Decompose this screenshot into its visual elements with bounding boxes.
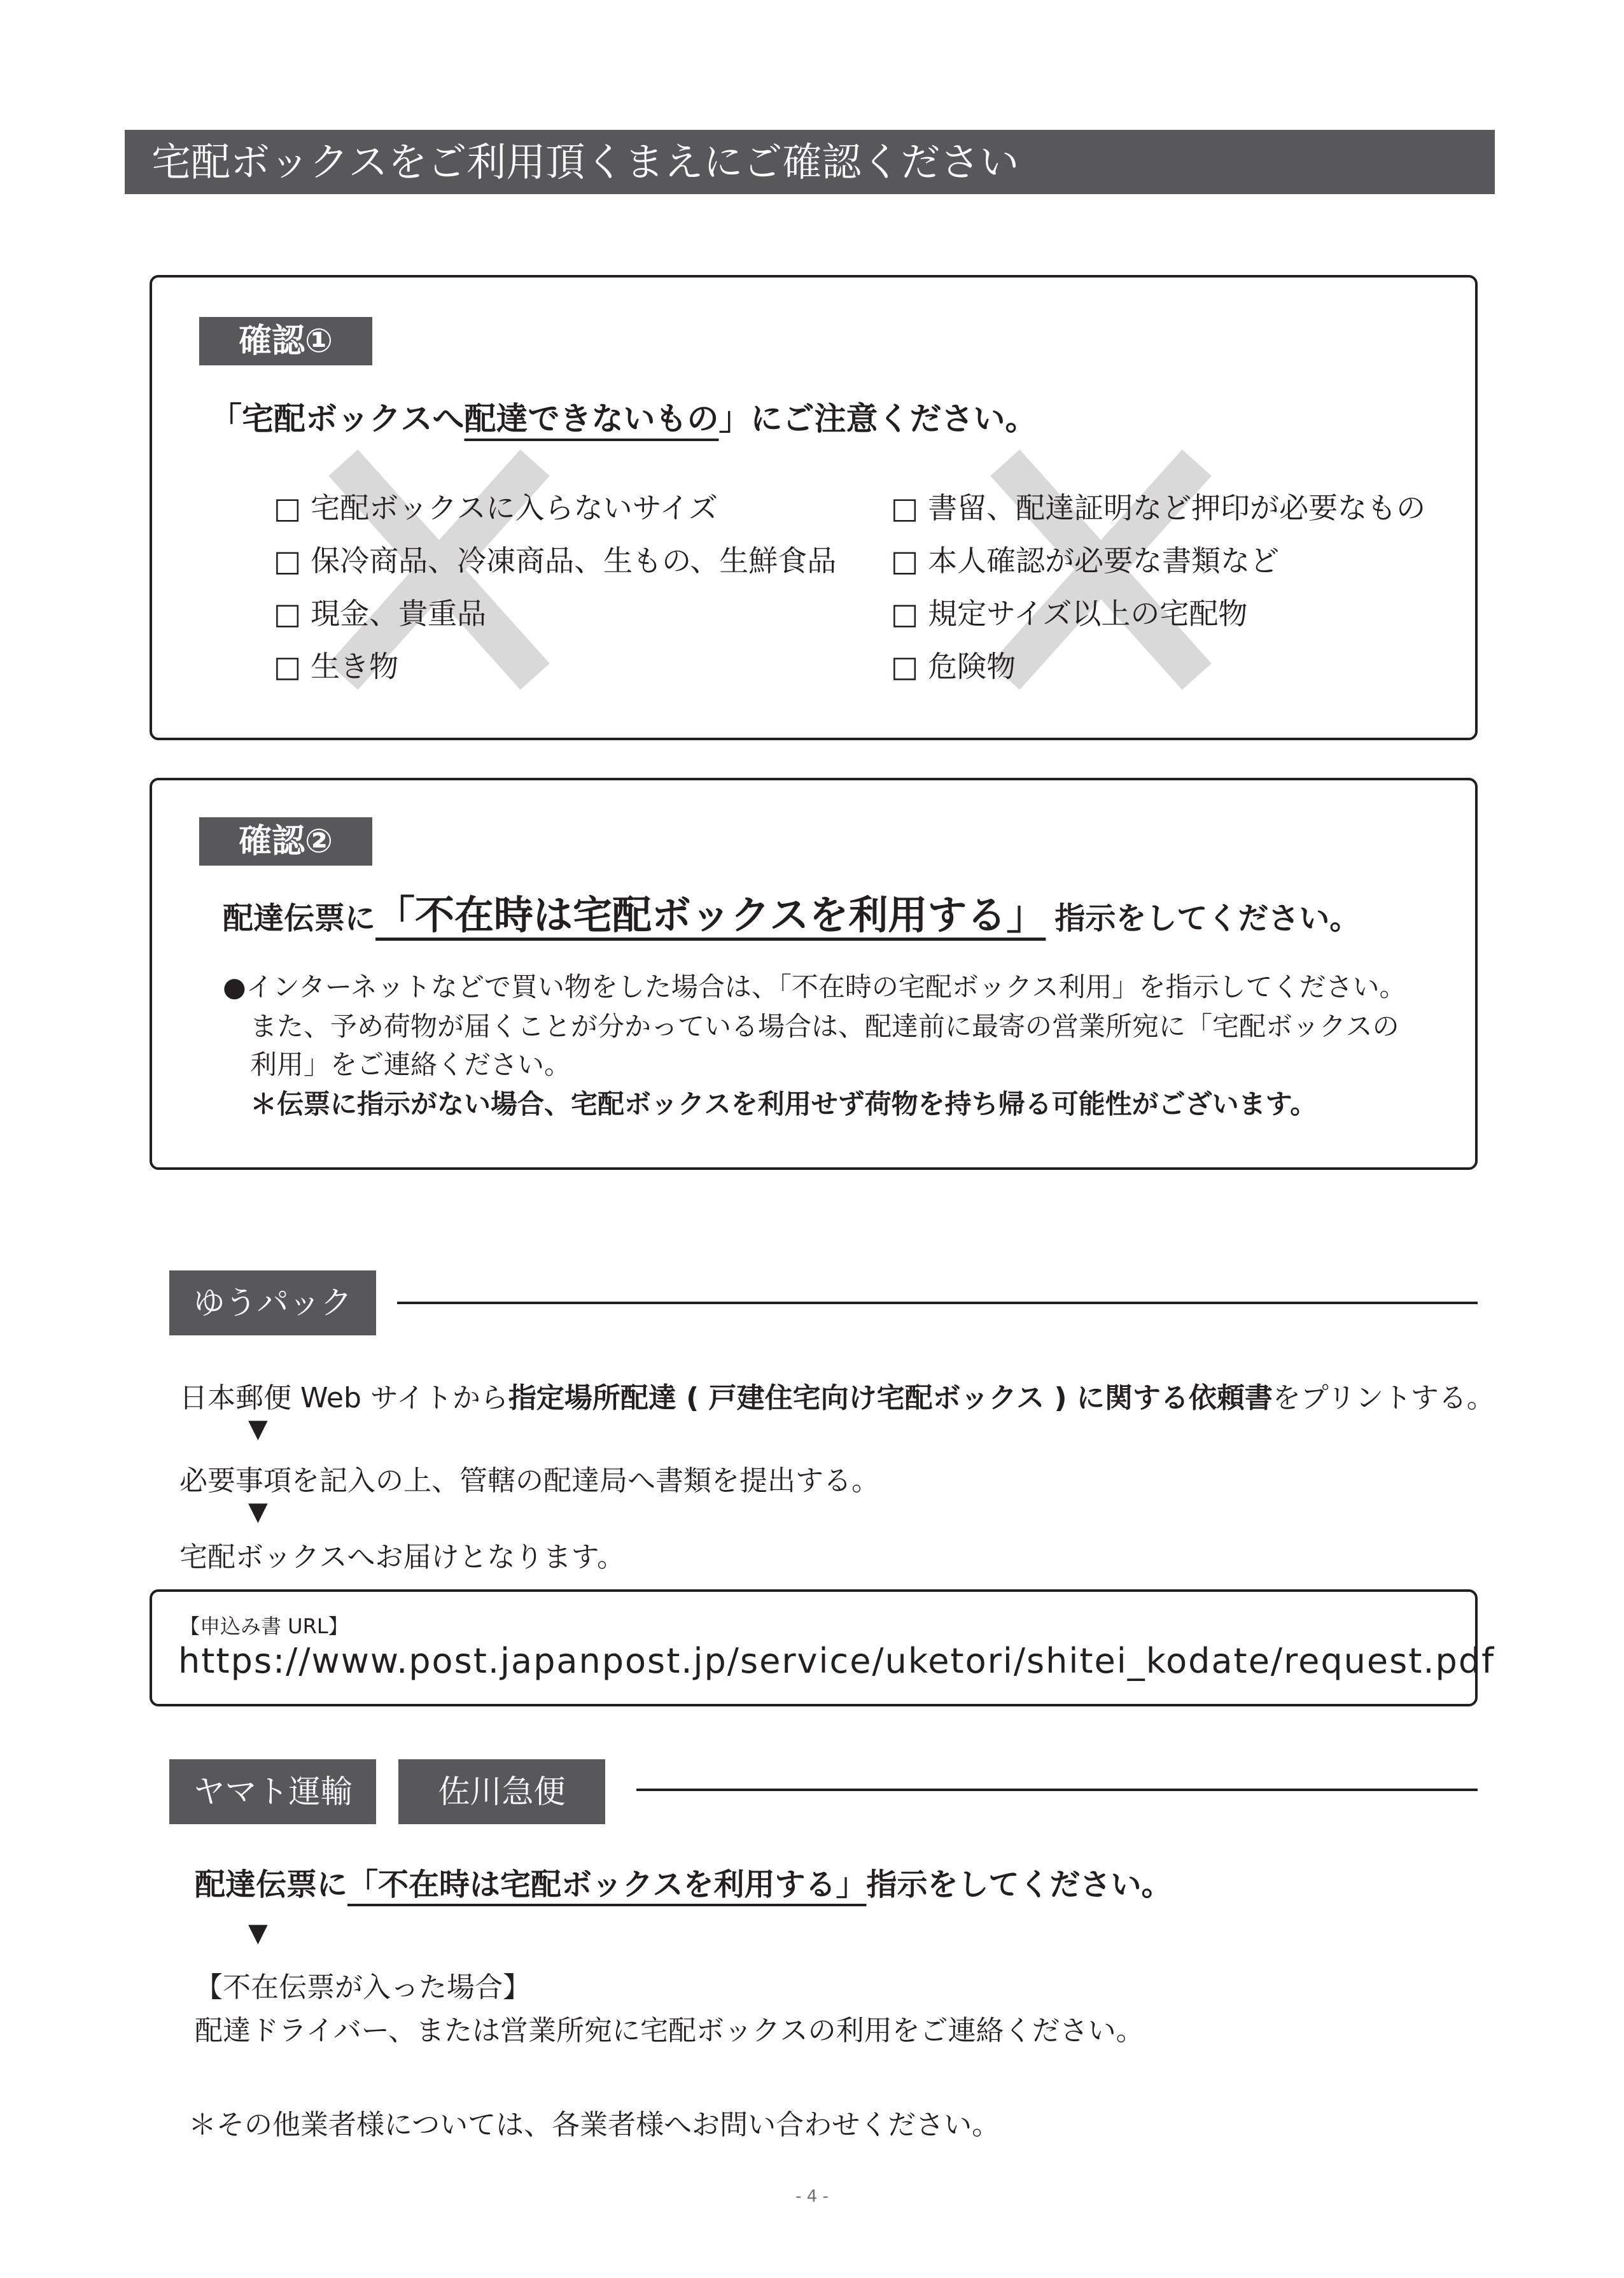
- check2-tag: 確認②: [199, 817, 372, 866]
- check1-left-list: [274, 485, 836, 696]
- down-arrow-icon: ▼: [248, 1497, 268, 1526]
- check1-right-list: [891, 485, 1425, 696]
- request-pdf-link[interactable]: https://www.post.japanpost.jp/service/uketori/shitei_kodate/request.pdf: [178, 1641, 1495, 1681]
- check1-heading: [210, 393, 1037, 439]
- yupack-tag: ゆうパック: [169, 1270, 376, 1335]
- carriers-heading-pre: 配達伝票に: [195, 1867, 348, 1902]
- list-item: □ 保冷商品、冷凍商品、生もの、生鮮食品: [274, 544, 837, 578]
- list-item: □ 現金、貴重品: [274, 596, 487, 631]
- yupack-step1-post: をプリントする。: [1272, 1382, 1495, 1414]
- url-label: 【申込み書 URL】: [179, 1614, 349, 1638]
- carriers-sub-body: 配達ドライバー、または営業所宛に宅配ボックスの利用をご連絡ください。: [195, 2014, 1144, 2047]
- check1-tag: 確認①: [199, 317, 372, 365]
- list-item: □ 生き物: [274, 649, 399, 684]
- check1-heading-underlined: 配達できないもの: [464, 400, 719, 437]
- list-item: □ 危険物: [891, 649, 1016, 684]
- yupack-step1-bold: 指定場所配達 ( 戸建住宅向け宅配ボックス ) に関する依頼書: [508, 1382, 1273, 1414]
- list-item: □ 本人確認が必要な書類など: [891, 544, 1280, 578]
- yupack-step2: 必要事項を記入の上、管轄の配達局へ書類を提出する。: [179, 1465, 879, 1497]
- yamato-tag: ヤマト運輸: [169, 1759, 376, 1824]
- sagawa-tag: 佐川急便: [398, 1759, 605, 1824]
- carriers-heading-underlined: 「不在時は宅配ボックスを利用する」: [347, 1867, 867, 1902]
- check2-heading-big: 「不在時は宅配ボックスを利用する」: [375, 892, 1046, 938]
- list-item: □ 規定サイズ以上の宅配物: [891, 596, 1248, 631]
- carriers-rule: [636, 1789, 1478, 1791]
- carriers-sub-heading: 【不在伝票が入った場合】: [195, 1971, 531, 2004]
- yupack-step1: [179, 1375, 1495, 1416]
- check2-heading-post: 指示をしてください。: [1054, 901, 1361, 936]
- other-carriers-note: ＊その他業者様については、各業者様へお問い合わせください。: [188, 2109, 1000, 2141]
- list-item: □ 書留、配達証明など押印が必要なもの: [891, 491, 1426, 525]
- check2-heading: [223, 883, 1360, 940]
- carriers-heading: [195, 1860, 1172, 1904]
- carriers-heading-post: 指示をしてください。: [866, 1867, 1172, 1902]
- yupack-step3: 宅配ボックスへお届けとなります。: [179, 1541, 626, 1573]
- check2-heading-pre: 配達伝票に: [223, 901, 376, 936]
- check1-heading-post: 」にご注意ください。: [718, 400, 1037, 437]
- check1-heading-pre: 「宅配ボックスへ: [210, 400, 465, 437]
- yupack-rule: [397, 1302, 1478, 1304]
- check2-body-line1: ●インターネットなどで買い物をした場合は、「不在時の宅配ボックス利用」を指示してください。: [223, 971, 1406, 1002]
- down-arrow-icon: ▼: [248, 1918, 268, 1948]
- page-title: 宅配ボックスをご利用頂くまえにご確認ください: [125, 130, 1495, 194]
- check2-body-line2: また、予め荷物が届くことが分かっている場合は、配達前に最寄の営業所宛に「宅配ボックスの: [250, 1011, 1399, 1042]
- yupack-step1-pre: 日本郵便 Web サイトから: [179, 1382, 508, 1414]
- list-item: □ 宅配ボックスに入らないサイズ: [274, 491, 718, 525]
- check2-note: ＊伝票に指示がない場合、宅配ボックスを利用せず荷物を持ち帰る可能性がございます。: [250, 1088, 1317, 1120]
- down-arrow-icon: ▼: [248, 1414, 268, 1444]
- page-number: - 4 -: [795, 2187, 829, 2206]
- check2-body-line3: 利用」をご連絡ください。: [250, 1049, 571, 1080]
